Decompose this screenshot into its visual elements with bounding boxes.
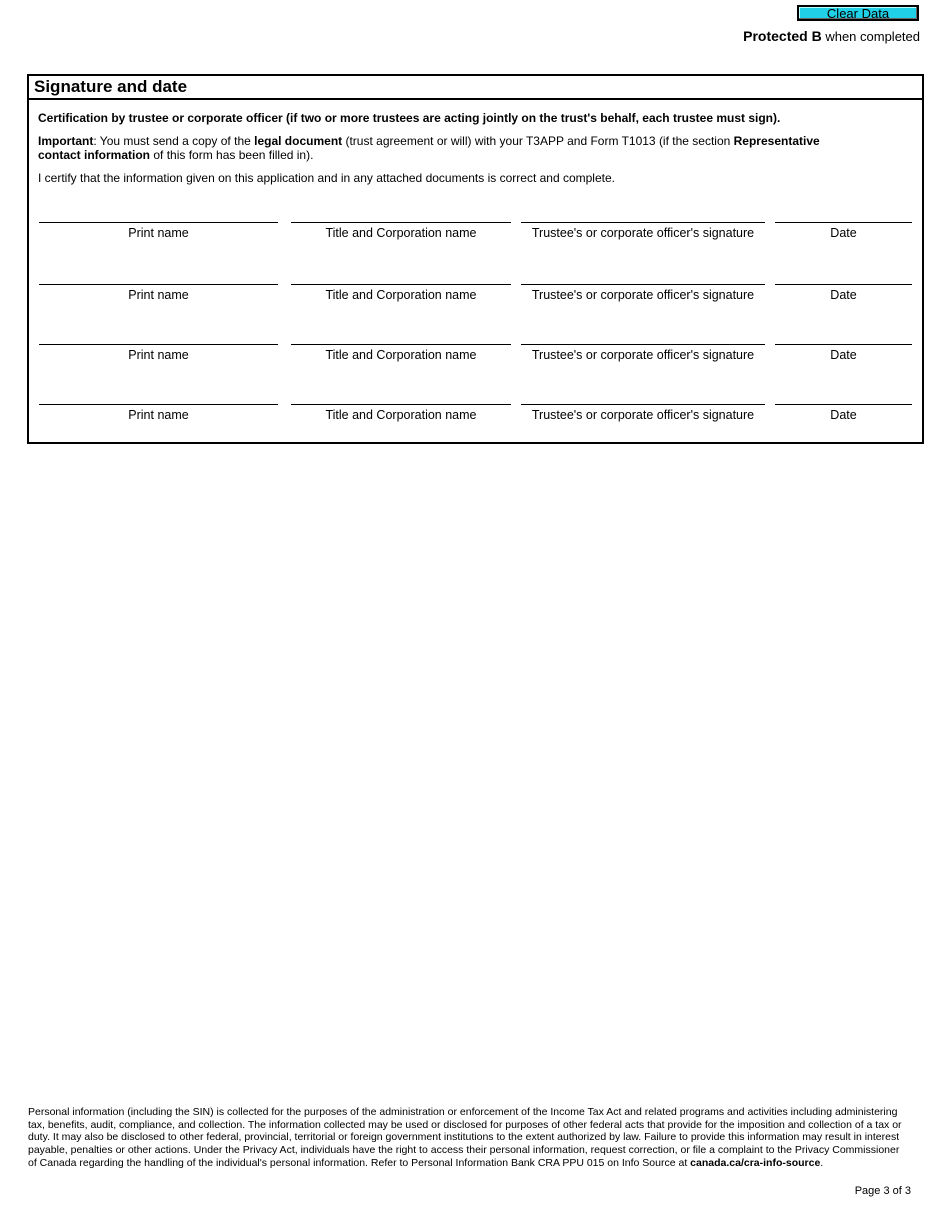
date-input[interactable] — [775, 257, 916, 285]
signature-input[interactable] — [521, 257, 769, 285]
title-corporation-label: Title and Corporation name — [325, 288, 477, 302]
title-corporation-input[interactable] — [291, 257, 515, 285]
privacy-end: . — [820, 1156, 824, 1169]
title-corporation-label: Title and Corporation name — [325, 226, 477, 240]
title-corporation-field — [291, 404, 511, 422]
protected-b-label — [743, 28, 920, 44]
print-name-field — [39, 222, 278, 240]
print-name-label: Print name — [128, 226, 189, 240]
date-label: Date — [830, 288, 857, 302]
title-corporation-label: Title and Corporation name — [325, 408, 477, 422]
certification-text: Certification by trustee or corporate officer (if two or more trustees are acting jointly on the trust's behalf, each trustee must sign). — [38, 111, 781, 125]
info-source-link[interactable]: canada.ca/cra-info-source — [690, 1156, 821, 1169]
print-name-field — [39, 404, 278, 422]
date-label: Date — [830, 408, 857, 422]
print-name-input[interactable] — [39, 377, 282, 405]
print-name-input[interactable] — [39, 317, 282, 345]
title-corporation-input[interactable] — [291, 317, 515, 345]
page-number: Page 3 of 3 — [854, 1185, 911, 1197]
date-field — [775, 222, 912, 240]
important-t2: (trust agreement or will) with your T3APP and Form T1013 (if the section — [342, 134, 734, 148]
date-field — [775, 344, 912, 362]
title-corporation-label: Title and Corporation name — [325, 348, 477, 362]
signature-input[interactable] — [521, 317, 769, 345]
print-name-label: Print name — [128, 288, 189, 302]
date-field — [775, 404, 912, 422]
signature-row — [29, 404, 922, 434]
signature-field — [521, 284, 765, 302]
title-corporation-input[interactable] — [291, 377, 515, 405]
date-input[interactable] — [775, 195, 916, 223]
important-b2: Representative contact information — [38, 134, 820, 162]
signature-input[interactable] — [521, 377, 769, 405]
protected-b-bold: Protected B — [743, 28, 822, 44]
title-corporation-input[interactable] — [291, 195, 515, 223]
date-label: Date — [830, 226, 857, 240]
signature-field — [521, 222, 765, 240]
print-name-label: Print name — [128, 408, 189, 422]
print-name-label: Print name — [128, 348, 189, 362]
date-input[interactable] — [775, 317, 916, 345]
signature-label: Trustee's or corporate officer's signature — [531, 288, 755, 302]
important-b1: legal document — [254, 134, 343, 148]
privacy-text: Personal information (including the SIN) is collected for the purposes of the administration or enforcement of the Income Tax Act and related programs and activities including administering tax, benefits, audit, compliance, and collection. The information collected may be used or disclosed for purposes of other federal acts that provide for the imposition and collection of a tax or duty. It may also be disclosed to other federal, provincial, territorial or foreign government institutions to the extent authorized by law. Failure to provide this information may result in interest payable, penalties or other actions. Under the Privacy Act, individuals have the right to access their personal information, request correction, or file a complaint to the Privacy Commissioner of Canada regarding the handling of the individual's personal information. Refer to Personal Information Bank CRA PPU 015 on Info Source at — [28, 1106, 902, 1169]
signature-field — [521, 404, 765, 422]
clear-data-button[interactable]: Clear Data — [797, 5, 919, 21]
print-name-input[interactable] — [39, 195, 282, 223]
signature-section — [27, 74, 924, 444]
signature-field — [521, 344, 765, 362]
signature-row — [29, 222, 922, 252]
title-corporation-field — [291, 222, 511, 240]
signature-label: Trustee's or corporate officer's signature — [531, 408, 755, 422]
certify-text: I certify that the information given on this application and in any attached documents is correct and complete. — [38, 171, 615, 185]
important-note — [38, 134, 862, 162]
date-label: Date — [830, 348, 857, 362]
protected-b-rest: when completed — [821, 29, 920, 44]
important-t1: : You must send a copy of the — [93, 134, 255, 148]
signature-label: Trustee's or corporate officer's signature — [531, 348, 755, 362]
print-name-input[interactable] — [39, 257, 282, 285]
important-label: Important — [38, 134, 94, 148]
title-corporation-field — [291, 344, 511, 362]
title-corporation-field — [291, 284, 511, 302]
important-t3: of this form has been filled in). — [150, 148, 314, 162]
signature-label: Trustee's or corporate officer's signature — [531, 226, 755, 240]
section-title: Signature and date — [29, 76, 922, 100]
print-name-field — [39, 284, 278, 302]
date-field — [775, 284, 912, 302]
signature-input[interactable] — [521, 195, 769, 223]
signature-row — [29, 344, 922, 374]
signature-row — [29, 284, 922, 314]
date-input[interactable] — [775, 377, 916, 405]
print-name-field — [39, 344, 278, 362]
privacy-notice — [28, 1106, 908, 1170]
